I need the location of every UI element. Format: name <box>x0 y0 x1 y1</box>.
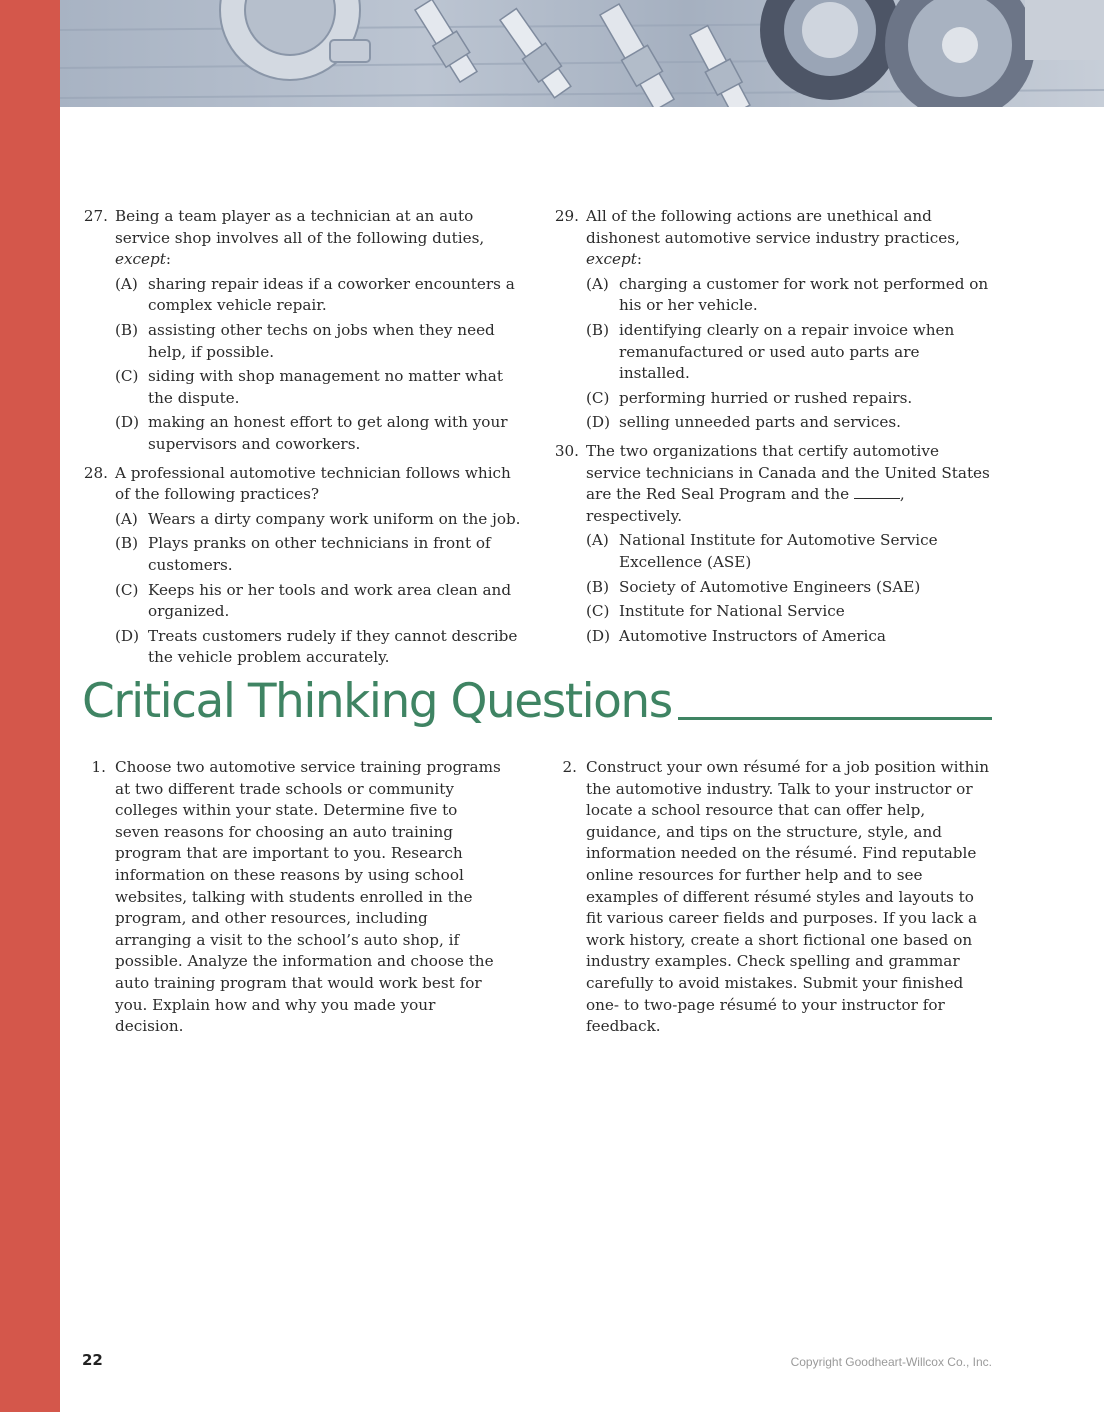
answer-option: (A) Wears a dirty company work uniform on the job. <box>115 509 521 528</box>
answer-option: (C) siding with shop management no matter what the dispute. <box>115 367 503 407</box>
answer-option: (D) selling unneeded parts and services. <box>586 413 902 432</box>
question-27 <box>82 206 524 456</box>
critical-thinking-item-1 <box>82 757 502 1038</box>
question-stem: All of the following actions are unethical and dishonest automotive service industry practices, except: <box>586 207 960 269</box>
bearing-part <box>760 0 900 100</box>
question-number: 28. <box>83 463 108 482</box>
questions-right-column <box>553 206 995 654</box>
question-30 <box>553 441 995 647</box>
red-sidebar-band <box>0 0 60 1412</box>
answer-option: (A) sharing repair ideas if a coworker encounters a complex vehicle repair. <box>115 274 515 315</box>
heading-rule <box>678 717 992 720</box>
question-stem: Being a team player as a technician at an auto service shop involves all of the following duties, except: <box>115 207 485 269</box>
question-28 <box>82 463 524 669</box>
question-number: 29. <box>554 207 579 225</box>
question-stem: The two organizations that certify automotive service technicians in Canada and the United States are the Red Seal Program and the , respectively. <box>586 441 990 525</box>
gear-part <box>220 0 370 80</box>
pulley-part <box>885 0 1035 107</box>
critical-thinking-heading <box>82 672 992 732</box>
answer-option: (D) making an honest effort to get along with your supervisors and coworkers. <box>115 413 508 453</box>
item-number: 1. <box>91 758 106 776</box>
answer-option: (D) Treats customers rudely if they cannot describe the vehicle problem accurately. <box>115 626 518 667</box>
answer-option: (A) charging a customer for work not performed on his or her vehicle. <box>586 274 989 315</box>
answer-option: (D) Automotive Instructors of America <box>586 626 886 645</box>
answer-option: (B) Society of Automotive Engineers (SAE) <box>586 577 921 596</box>
question-29 <box>553 206 995 434</box>
answer-option: (C) performing hurried or rushed repairs. <box>586 388 913 407</box>
item-text: Choose two automotive service training programs at two different trade schools or community colleges within your state. Determine five to seven reasons for choosing an auto training program that are important to you. Research information on these reasons by using school websites, talking with students enrolled in the program, and other resources, including arranging a visit to the school’s auto shop, if possible. Analyze the information and choose the auto training program that would work best for you. Explain how and why you made your decision. <box>115 758 501 1036</box>
answer-option: (C) Keeps his or her tools and work area clean and organized. <box>115 580 512 621</box>
questions-left-column <box>82 206 524 676</box>
answer-option: (B) assisting other techs on jobs when they need help, if possible. <box>115 320 495 361</box>
answer-option: (A) National Institute for Automotive Service Excellence (ASE) <box>586 531 938 571</box>
answer-option: (B) Plays pranks on other technicians in front of customers. <box>115 534 491 574</box>
answer-option: (B) identifying clearly on a repair invoice when remanufactured or used auto parts are installed. <box>586 320 955 383</box>
page-number: 22 <box>82 1351 103 1369</box>
question-number: 27. <box>83 207 108 225</box>
item-text: Construct your own résumé for a job position within the automotive industry. Talk to your instructor or locate a school resource that can offer help, guidance, and tips on the structure, style, and information needed on the résumé. Find reputable online resources for further help and to see examples of different résumé styles and layouts to fit various career fields and purposes. If you lack a work history, create a short fictional one based on industry examples. Check spelling and grammar carefully to avoid mistakes. Submit your finished one- to two-page résumé to your instructor for feedback. <box>586 758 990 1036</box>
answer-option: (C) Institute for National Service <box>586 602 845 621</box>
auto-parts-illustration <box>60 0 1104 107</box>
copyright-notice: Copyright Goodheart-Willcox Co., Inc. <box>790 1355 992 1369</box>
question-stem: A professional automotive technician follows which of the following practices? <box>115 463 511 504</box>
item-number: 2. <box>562 758 577 776</box>
header-photo-spark-plugs-and-bearings <box>60 0 1104 107</box>
spark-plugs <box>412 0 754 107</box>
critical-thinking-item-2 <box>553 757 993 1038</box>
section-title: Critical Thinking Questions <box>82 674 672 729</box>
question-number: 30. <box>554 441 579 460</box>
